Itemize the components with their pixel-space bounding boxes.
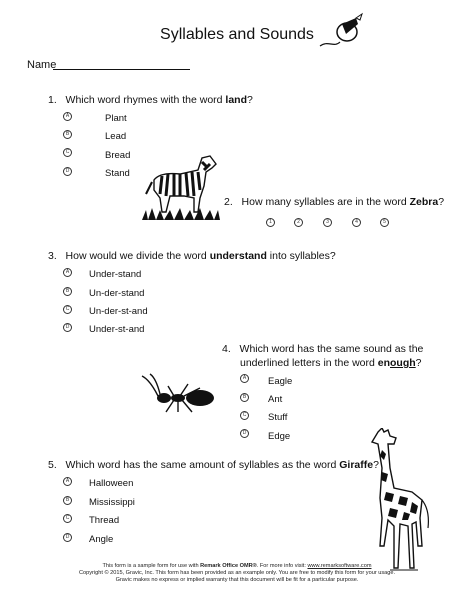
q4-bubble-c[interactable]: C [240,411,249,420]
q2-bubble-3[interactable]: 3 [323,218,332,227]
q1-option-b: Lead [105,131,127,142]
question-5-keyword: Giraffe [339,459,374,471]
footer-disclaimer: Gravic makes no express or implied warranty that this document will be fit for a particular purpose. [115,577,359,583]
question-5-suffix: ? [373,459,379,471]
q1-option-a: Plant [105,113,127,124]
q5-option-a: Halloween [89,478,134,489]
q5-bubble-a[interactable]: A [63,477,72,486]
question-1-number: 1. [48,94,57,106]
question-4-line-2 [240,357,422,369]
q5-option-c: Thread [89,515,120,526]
footer-link[interactable]: www.remarksoftware.com [307,563,372,569]
q5-bubble-d[interactable]: D [63,533,72,542]
question-2-number: 2. [224,196,233,208]
question-5-text: Which word has the same amount of syllables as the word [65,459,340,471]
question-1-suffix: ? [247,94,253,106]
question-2-suffix: ? [438,196,445,208]
q3-option-d: Under-st-and [89,324,145,335]
question-2-keyword: Zebra [409,196,439,208]
q4-bubble-a[interactable]: A [240,374,249,383]
question-4-line-1 [222,343,423,355]
question-2-text: How many syllables are in the word [241,196,410,208]
question-4-keyword: en [377,357,391,369]
q3-option-a: Under-stand [89,269,142,280]
question-1 [48,94,253,106]
q2-bubble-1[interactable]: 1 [266,218,275,227]
footer-product: Remark Office OMR® [200,563,257,569]
page-title: Syllables and Sounds [160,26,314,43]
q4-bubble-b[interactable]: B [240,393,249,402]
q3-bubble-c[interactable]: C [63,305,72,314]
q3-option-b: Un-der-stand [89,288,145,299]
footer-copyright: Copyright © 2015, Gravic, Inc. This form has been provided as an example only. You are free to modify this form for your usage. [78,570,396,576]
question-4-number: 4. [222,343,231,355]
q1-option-c: Bread [105,150,131,161]
q1-option-d: Stand [105,168,130,179]
footer-line-1 [0,563,474,570]
q4-option-c: Stuff [268,412,288,423]
question-4-text: Which word has the same sound as the [239,343,424,355]
q1-bubble-a[interactable]: A [63,112,72,121]
ant-illustration [140,372,220,416]
question-3-text: How would we divide the word [65,250,210,262]
question-3-keyword: understand [209,250,267,262]
question-4-keyword-underlined: ough [390,357,416,369]
zebra-illustration [140,150,222,222]
pencil-icon [318,10,366,50]
q1-bubble-c[interactable]: C [63,148,72,157]
q4-option-d: Edge [268,431,291,442]
giraffe-illustration [360,428,440,578]
q1-bubble-d[interactable]: D [63,167,72,176]
q3-bubble-b[interactable]: B [63,287,72,296]
question-4-suffix: ? [415,357,422,369]
question-3 [48,250,336,262]
question-3-suffix: into syllables? [266,250,336,262]
q1-bubble-b[interactable]: B [63,130,72,139]
q2-bubble-5[interactable]: 5 [380,218,389,227]
q5-option-b: Mississippi [89,497,135,508]
question-4-text-2: underlined letters in the word [240,357,378,369]
q2-bubble-4[interactable]: 4 [352,218,361,227]
footer-text: This form is a sample form for use with [102,563,201,569]
question-5-number: 5. [48,459,57,471]
question-2 [224,196,444,208]
q5-bubble-b[interactable]: B [63,496,72,505]
q3-bubble-d[interactable]: D [63,323,72,332]
name-label: Name [27,59,57,71]
q4-option-b: Ant [268,394,283,405]
q4-bubble-d[interactable]: D [240,429,249,438]
question-3-number: 3. [48,250,57,262]
q3-option-c: Un-der-st-and [89,306,148,317]
footer-text-mid: . For more info visit: [256,563,308,569]
question-5 [48,459,379,471]
q5-bubble-c[interactable]: C [63,514,72,523]
question-1-keyword: land [225,94,248,106]
q4-option-a: Eagle [268,376,293,387]
q3-bubble-a[interactable]: A [63,268,72,277]
name-input-line[interactable] [53,69,190,70]
q2-bubble-2[interactable]: 2 [294,218,303,227]
q5-option-d: Angle [89,534,114,545]
question-1-text: Which word rhymes with the word [65,94,226,106]
